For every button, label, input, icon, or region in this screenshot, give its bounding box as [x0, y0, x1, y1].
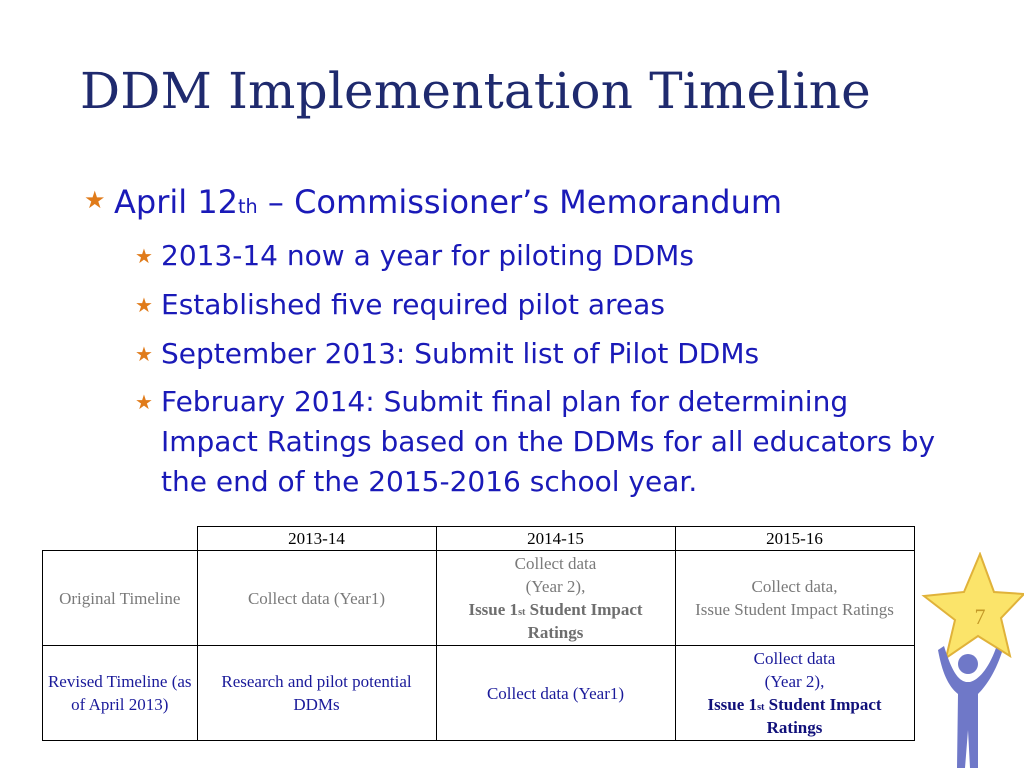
- row-label-revised: Revised Timeline (as of April 2013): [43, 646, 198, 741]
- timeline-table: [42, 526, 915, 741]
- row-label-original: Original Timeline: [43, 551, 198, 646]
- sub-bullet: [135, 285, 665, 328]
- cell-original-2015: Collect data, Issue Student Impact Ratings: [675, 551, 914, 646]
- star-bullet-icon: ★: [135, 342, 153, 366]
- main-bullet: [84, 183, 782, 221]
- star-bullet-icon: ★: [135, 244, 153, 268]
- sub-bullet-text: 2013-14 now a year for piloting DDMs: [161, 239, 694, 272]
- sub-bullet: [135, 334, 759, 377]
- sub-bullet-text: September 2013: Submit list of Pilot DDMs: [161, 337, 760, 370]
- star-bullet-icon: ★: [84, 186, 106, 214]
- sub-bullet-text: Established five required pilot areas: [161, 288, 665, 321]
- header-cell: 2015-16: [675, 527, 914, 551]
- main-bullet-text: April 12th – Commissioner’s Memorandum: [114, 183, 783, 221]
- slide-title: DDM Implementation Timeline: [80, 62, 871, 120]
- sub-bullet: [135, 236, 694, 279]
- star-bullet-icon: ★: [135, 293, 153, 317]
- page-number: 7: [974, 604, 986, 629]
- header-cell: 2013-14: [197, 527, 436, 551]
- table-corner-cell: [43, 527, 198, 551]
- table-row-original: [43, 551, 915, 646]
- cell-revised-2014: Collect data (Year1): [436, 646, 675, 741]
- cell-original-2014: Collect data (Year 2), Issue 1st Student Impact Ratings: [436, 551, 675, 646]
- sub-bullet-text: February 2014: Submit final plan for determining Impact Ratings based on the DDMs for all educators by the end of the 2015-2016 school year.: [161, 385, 936, 498]
- header-cell: 2014-15: [436, 527, 675, 551]
- table-header-row: [43, 527, 915, 551]
- sub-bullet: [135, 382, 951, 502]
- cell-original-2013: Collect data (Year1): [197, 551, 436, 646]
- table-row-revised: [43, 646, 915, 741]
- cell-revised-2015: Collect data (Year 2), Issue 1st Student Impact Ratings: [675, 646, 914, 741]
- cell-revised-2013: Research and pilot potential DDMs: [197, 646, 436, 741]
- star-person-icon: [918, 552, 1024, 768]
- star-bullet-icon: ★: [135, 390, 153, 414]
